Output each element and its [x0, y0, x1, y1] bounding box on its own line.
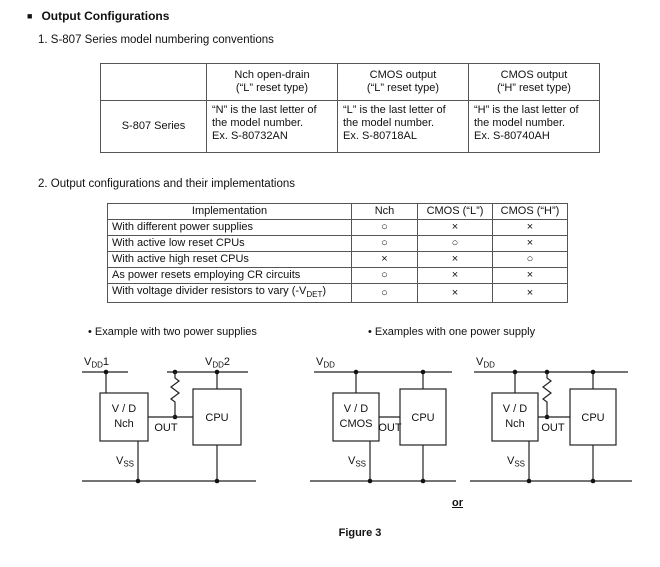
- vdd1-label: $V_{DD}1$: [84, 356, 110, 370]
- column-header-line2: (“L” reset type): [235, 82, 309, 94]
- cmos-l-cell: ×: [418, 268, 493, 284]
- pullup-resistor-icon: [543, 372, 551, 417]
- row-label: With active low reset CPUs: [108, 236, 352, 252]
- table-row: [108, 284, 568, 303]
- vd-label: V / D: [502, 403, 528, 415]
- junction-dot: [368, 479, 373, 484]
- section-title: Output Configurations: [41, 9, 170, 23]
- junction-dot: [513, 370, 518, 375]
- column-header-cmos-h: [469, 64, 600, 101]
- table-row: [108, 236, 568, 252]
- junction-dot: [421, 479, 426, 484]
- square-bullet-icon: ■: [27, 11, 33, 21]
- circuit-two-power-supplies: [82, 356, 256, 483]
- row-label: [108, 284, 352, 303]
- column-header-line2: (“H” reset type): [497, 82, 571, 94]
- row-label-subscript: DET: [306, 290, 323, 300]
- nch-cell: ○: [352, 284, 418, 303]
- vss-label: $V_{SS}$: [506, 455, 525, 469]
- junction-dot: [215, 479, 220, 484]
- cpu-label: CPU: [581, 412, 605, 424]
- nch-cell: ○: [352, 236, 418, 252]
- junction-dot: [591, 479, 596, 484]
- column-header-line2: (“L” reset type): [366, 82, 440, 94]
- table-header-row: [108, 204, 568, 220]
- row-label-close: ): [322, 285, 327, 297]
- vss-label: $V_{SS}$: [115, 455, 134, 469]
- cpu-label: CPU: [205, 412, 229, 424]
- circuit-one-supply-nch: [470, 356, 632, 483]
- column-header-line1: CMOS output: [500, 69, 568, 81]
- model-cell-example: Ex. S-80740AH: [474, 130, 550, 142]
- or-label: or: [452, 497, 463, 509]
- cmos-h-cell: ×: [493, 220, 568, 236]
- vdd-label: $V_{DD}$: [316, 356, 335, 370]
- one-supply-caption: • Examples with one power supply: [368, 326, 536, 338]
- junction-dot: [591, 370, 596, 375]
- header-cmos-l: CMOS (“L”): [418, 204, 493, 220]
- model-cell-text: “L” is the last letter of the model number.: [343, 104, 446, 129]
- column-header-line1: CMOS output: [369, 69, 437, 81]
- pullup-resistor-icon: [171, 372, 179, 417]
- row-label: As power resets employing CR circuits: [108, 268, 352, 284]
- junction-dot: [215, 370, 220, 375]
- nch-cell: ×: [352, 252, 418, 268]
- out-label: OUT: [154, 422, 178, 434]
- nch-cell: ○: [352, 268, 418, 284]
- model-cell-text: “H” is the last letter of the model number.: [474, 104, 579, 129]
- junction-dot: [354, 370, 359, 375]
- model-cell-cmos-h: [469, 101, 600, 153]
- vd-type-label: Nch: [114, 418, 134, 430]
- two-supply-caption: • Example with two power supplies: [88, 326, 257, 338]
- model-cell-nch: [207, 101, 338, 153]
- model-cell-cmos-l: [338, 101, 469, 153]
- model-cell-text: “N” is the last letter of the model number.: [212, 104, 317, 129]
- table-row: [108, 268, 568, 284]
- header-nch: Nch: [352, 204, 418, 220]
- vss-label: $V_{SS}$: [347, 455, 366, 469]
- vd-type-label: Nch: [505, 418, 525, 430]
- voltage-detector-box: [492, 393, 538, 441]
- vd-label: V / D: [343, 403, 369, 415]
- corner-cell: [101, 64, 207, 101]
- cmos-h-cell: ×: [493, 268, 568, 284]
- table-row: [108, 252, 568, 268]
- subsection-2-title: 2. Output configurations and their implementations: [38, 178, 295, 190]
- cmos-l-cell: ×: [418, 220, 493, 236]
- cpu-label: CPU: [411, 412, 435, 424]
- vdd-label: $V_{DD}$: [476, 356, 495, 370]
- out-label: OUT: [541, 422, 565, 434]
- cmos-h-cell: ○: [493, 252, 568, 268]
- cmos-l-cell: ×: [418, 252, 493, 268]
- row-label-text: With voltage divider resistors to vary (-V: [112, 285, 307, 297]
- table-row: [108, 220, 568, 236]
- vdd2-label: $V_{DD}2$: [205, 356, 231, 370]
- model-cell-example: Ex. S-80732AN: [212, 130, 288, 142]
- junction-dot: [136, 479, 141, 484]
- table-row: [101, 101, 600, 153]
- junction-dot: [104, 370, 109, 375]
- voltage-detector-box: [333, 393, 379, 441]
- vd-label: V / D: [111, 403, 137, 415]
- circuit-one-supply-cmos: [310, 356, 456, 483]
- out-label: OUT: [378, 422, 402, 434]
- junction-dot: [421, 370, 426, 375]
- column-header-line1: Nch open-drain: [234, 69, 310, 81]
- table-header-row: [101, 64, 600, 101]
- nch-cell: ○: [352, 220, 418, 236]
- cmos-h-cell: ×: [493, 236, 568, 252]
- subsection-1-title: 1. S-807 Series model numbering conventions: [38, 34, 274, 46]
- column-header-nch-open-drain: [207, 64, 338, 101]
- column-header-cmos-l: [338, 64, 469, 101]
- figure-3-circuits: [0, 350, 660, 520]
- section-header: [27, 9, 169, 23]
- header-implementation: Implementation: [108, 204, 352, 220]
- vd-type-label: CMOS: [339, 418, 373, 430]
- header-cmos-h: CMOS (“H”): [493, 204, 568, 220]
- cmos-l-cell: ×: [418, 284, 493, 303]
- series-name-cell: S-807 Series: [101, 101, 207, 153]
- figure-caption: Figure 3: [338, 527, 382, 539]
- implementation-table: [107, 203, 568, 303]
- model-cell-example: Ex. S-80718AL: [343, 130, 417, 142]
- cmos-l-cell: ○: [418, 236, 493, 252]
- cmos-h-cell: ×: [493, 284, 568, 303]
- row-label: With different power supplies: [108, 220, 352, 236]
- row-label: With active high reset CPUs: [108, 252, 352, 268]
- junction-dot: [527, 479, 532, 484]
- model-numbering-table: [100, 63, 600, 153]
- voltage-detector-box: [100, 393, 148, 441]
